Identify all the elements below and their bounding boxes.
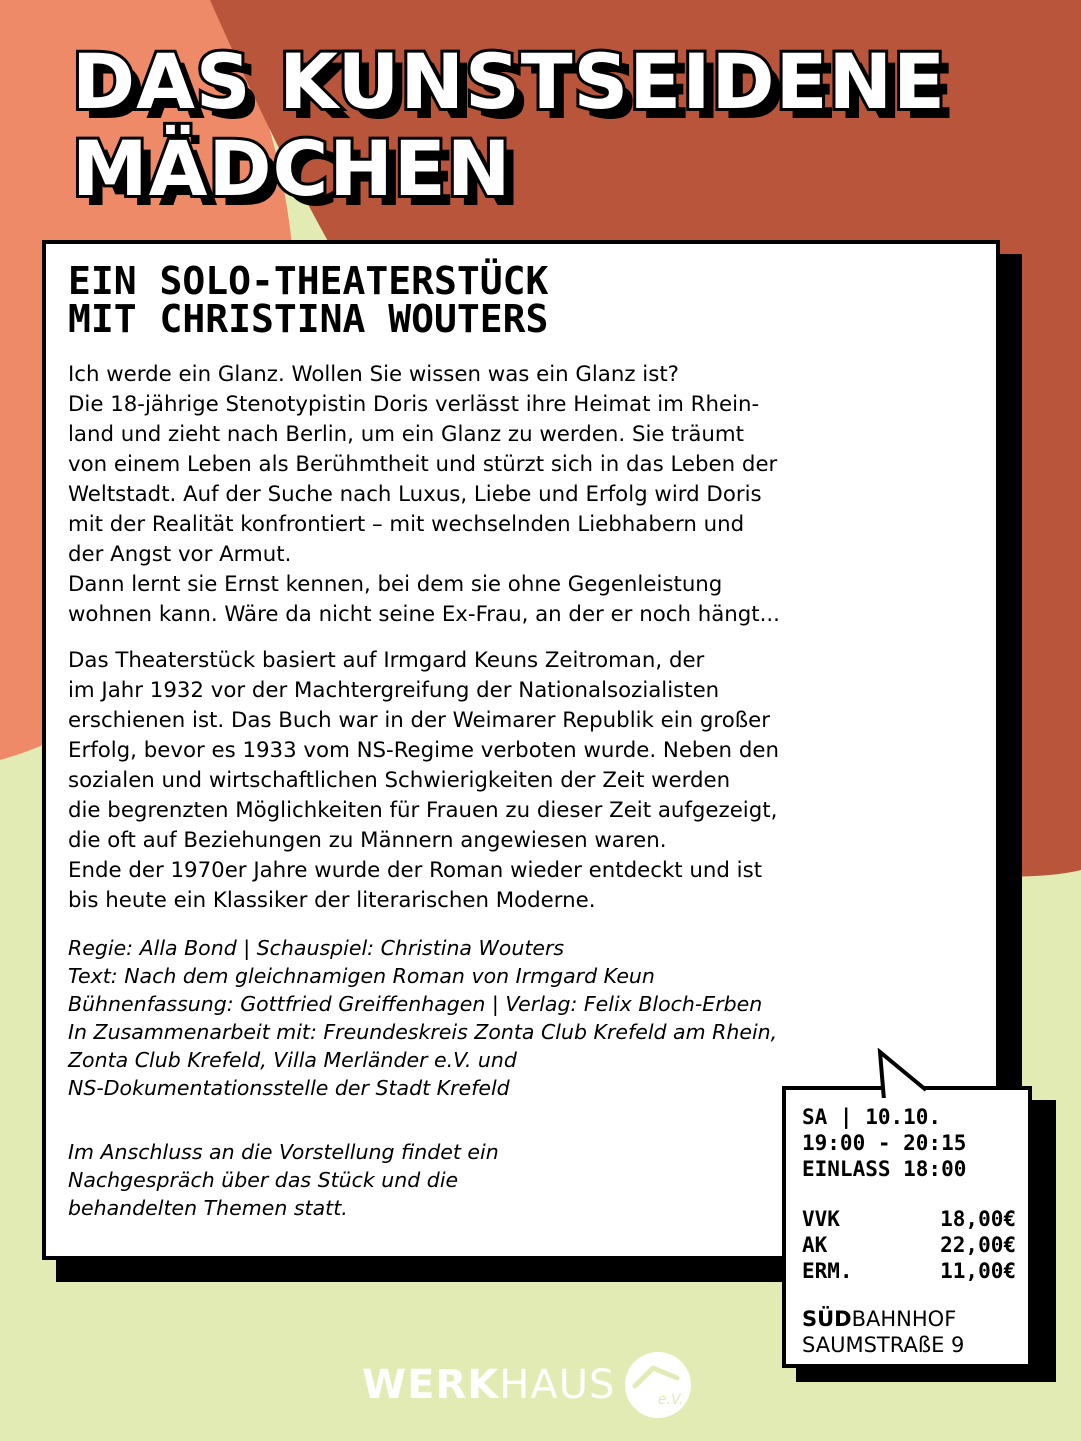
subtitle-line: MIT CHRISTINA WOUTERS xyxy=(68,297,549,341)
event-date: SA | 10.10. xyxy=(802,1105,942,1129)
text-line: mit der Realität konfrontiert – mit wechselnden Liebhabern und xyxy=(68,512,745,537)
text-line: Erfolg, bevor es 1933 vom NS-Regime verboten wurde. Neben den xyxy=(68,738,779,763)
credit-line: Text: Nach dem gleichnamigen Roman von Irmgard Keun xyxy=(68,964,655,988)
text-line: von einem Leben als Berühmtheit und stürzt sich in das Leben der xyxy=(68,452,778,477)
price-label: AK xyxy=(802,1233,828,1257)
price-value: 18,00€ xyxy=(940,1207,1016,1231)
logo-roof-icon xyxy=(625,1352,691,1418)
text-line: land und zieht nach Berlin, um ein Glanz zu werden. Sie träumt xyxy=(68,422,744,447)
price-list xyxy=(802,1206,1016,1284)
text-line: Weltstadt. Auf der Suche nach Luxus, Liebe und Erfolg wird Doris xyxy=(68,482,762,507)
price-label: VVK xyxy=(802,1207,840,1231)
venue-name xyxy=(802,1306,1016,1332)
logo-text-light: HAUS xyxy=(499,1362,616,1408)
price-row xyxy=(802,1232,1016,1258)
speech-bubble-tail xyxy=(870,1048,930,1098)
note-line: Im Anschluss an die Vorstellung findet ein xyxy=(68,1140,499,1164)
logo-text-bold: WERK xyxy=(362,1362,500,1408)
credits xyxy=(68,934,777,1102)
logo-emblem-icon xyxy=(625,1352,691,1418)
text-line: der Angst vor Armut. xyxy=(68,542,292,567)
text-line: sozialen und wirtschaftlichen Schwierigkeiten der Zeit werden xyxy=(68,768,731,793)
price-value: 11,00€ xyxy=(940,1259,1016,1283)
werkhaus-logo xyxy=(362,1352,691,1418)
text-line: Die 18-jährige Stenotypistin Doris verlässt ihre Heimat im Rhein- xyxy=(68,392,760,417)
text-line: die oft auf Beziehungen zu Männern angewiesen waren. xyxy=(68,828,667,853)
note-line: behandelten Themen statt. xyxy=(68,1196,348,1220)
event-title xyxy=(72,38,946,212)
note-line: Nachgespräch über das Stück und die xyxy=(68,1168,459,1192)
price-value: 22,00€ xyxy=(940,1233,1016,1257)
text-line: die begrenzten Möglichkeiten für Frauen zu dieser Zeit aufgezeigt, xyxy=(68,798,778,823)
text-line: Ich werde ein Glanz. Wollen Sie wissen was ein Glanz ist? xyxy=(68,362,679,387)
credit-line: In Zusammenarbeit mit: Freundeskreis Zonta Club Krefeld am Rhein, xyxy=(68,1020,778,1044)
price-row xyxy=(802,1206,1016,1232)
text-line: im Jahr 1932 vor der Machtergreifung der Nationalsozialisten xyxy=(68,678,720,703)
price-label: ERM. xyxy=(802,1259,853,1283)
event-subtitle xyxy=(68,259,549,341)
text-line: wohnen kann. Wäre da nicht seine Ex-Frau, an der er noch hängt... xyxy=(68,602,780,627)
background-paragraph xyxy=(68,646,978,916)
event-schedule xyxy=(802,1104,1016,1182)
credit-line: NS-Dokumentationsstelle der Stadt Krefeld xyxy=(68,1076,510,1100)
venue-name-rest: BAHNHOF xyxy=(851,1307,957,1331)
subtitle-line: EIN SOLO-THEATERSTÜCK xyxy=(68,259,549,303)
price-row xyxy=(802,1258,1016,1284)
logo-ev: e.V. xyxy=(657,1392,684,1408)
venue-name-bold: SÜD xyxy=(802,1307,852,1331)
intro-paragraph xyxy=(68,360,978,630)
credit-line: Zonta Club Krefeld, Villa Merländer e.V. und xyxy=(68,1048,517,1072)
text-line: bis heute ein Klassiker der literarischen Moderne. xyxy=(68,888,596,913)
venue xyxy=(802,1306,1016,1358)
title-line: DAS KUNSTSEIDENE xyxy=(72,37,947,126)
text-line: Das Theaterstück basiert auf Irmgard Keuns Zeitroman, der xyxy=(68,648,705,673)
discussion-note xyxy=(68,1138,499,1222)
event-time: 19:00 - 20:15 xyxy=(802,1131,967,1155)
credit-line: Bühnenfassung: Gottfried Greiffenhagen | Verlag: Felix Bloch-Erben xyxy=(68,992,763,1016)
event-entry-time: EINLASS 18:00 xyxy=(802,1157,967,1181)
text-line: Ende der 1970er Jahre wurde der Roman wieder entdeckt und ist xyxy=(68,858,763,883)
credit-line: Regie: Alla Bond | Schauspiel: Christina Wouters xyxy=(68,936,565,960)
title-line: MÄDCHEN xyxy=(72,124,512,213)
venue-address: SAUMSTRAßE 9 xyxy=(802,1333,965,1357)
text-line: erschienen ist. Das Buch war in der Weimarer Republik ein großer xyxy=(68,708,771,733)
text-line: Dann lernt sie Ernst kennen, bei dem sie ohne Gegenleistung xyxy=(68,572,723,597)
